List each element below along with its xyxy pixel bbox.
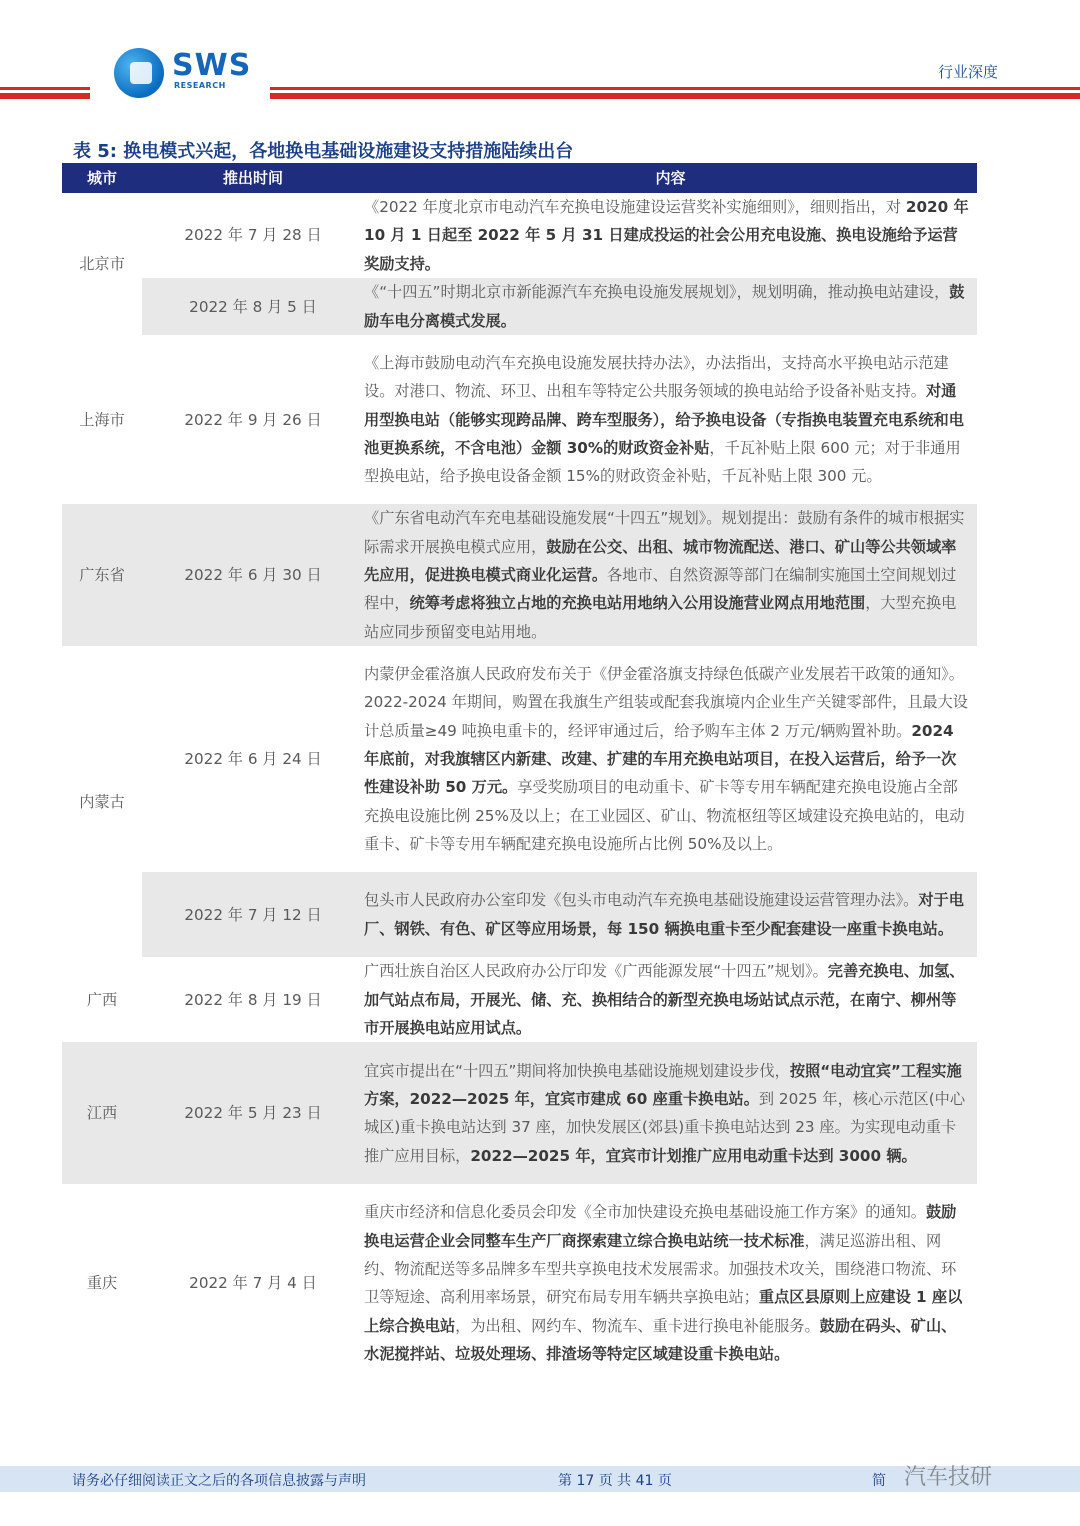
table-row xyxy=(62,1042,977,1184)
date-cell: 2022 年 7 月 12 日 xyxy=(142,872,364,957)
city-cell: 上海市 xyxy=(79,410,125,429)
column-header-content: 内容 xyxy=(364,163,977,193)
date-cell: 2022 年 5 月 23 日 xyxy=(184,1104,322,1123)
content-cell: 《“十四五”时期北京市新能源汽车充换电设施发展规划》，规划明确，推动换电站建设，鼓励车电分离模式发展。 xyxy=(364,278,977,335)
header-rule-left xyxy=(0,87,90,90)
date-cell: 2022 年 8 月 5 日 xyxy=(142,278,364,335)
table-title: 表 5: 换电模式兴起，各地换电基础设施建设支持措施陆续出台 xyxy=(73,141,574,162)
date-cell: 2022 年 6 月 30 日 xyxy=(184,566,322,585)
logo-text: SWS xyxy=(172,48,252,83)
header-rule-right-thick xyxy=(270,93,1080,99)
header-rule-left-thick xyxy=(0,93,90,99)
table-row xyxy=(62,872,977,957)
report-type-label: 行业深度 xyxy=(937,63,998,81)
page-header xyxy=(0,0,1080,110)
policy-table xyxy=(62,163,977,1382)
page-number: 第 17 页 共 41 页 xyxy=(558,1473,672,1489)
city-cell: 重庆 xyxy=(86,1274,118,1293)
date-cell: 2022 年 7 月 4 日 xyxy=(189,1274,317,1293)
column-header-city: 城市 xyxy=(62,163,142,193)
logo-subtext: RESEARCH xyxy=(174,81,226,90)
date-cell: 2022 年 9 月 26 日 xyxy=(184,410,322,429)
table-row xyxy=(62,193,977,278)
footer-right-text: 简 xyxy=(872,1473,886,1489)
city-cell: 北京市 xyxy=(79,254,125,273)
content-cell: 宜宾市提出在“十四五”期间将加快换电基础设施规划建设步伐，按照“电动宜宾”工程实施方案，2022—2025 年，宜宾市建成 60 座重卡换电站。到 2025 年，核心示范区(中心城区)重卡换电站达到 37 座，加快发展区(郊县)重卡换电站达到 23 座。为实现电动重卡推广应用目标，2022—2025 年，宜宾市计划推广应用电动重卡达到 3000 辆。 xyxy=(364,1061,966,1165)
city-cell: 江西 xyxy=(86,1104,118,1123)
city-cell: 广东省 xyxy=(79,566,125,585)
table-header-row xyxy=(62,163,977,193)
column-header-date: 推出时间 xyxy=(142,163,364,193)
watermark: 汽车技研 xyxy=(904,1465,993,1490)
table-row xyxy=(62,278,977,335)
content-cell: 《广东省电动汽车充电基础设施发展“十四五”规划》。规划提出：鼓励有条件的城市根据实际需求开展换电模式应用，鼓励在公交、出租、城市物流配送、港口、矿山等公共领域率先应用，促进换电模式商业化运营。各地市、自然资源等部门在编制实施国土空间规划过程中，统筹考虑将独立占地的充换电站用地纳入公用设施营业网点用地范围，大型充换电站应同步预留变电站用地。 xyxy=(364,509,965,641)
city-cell: 广西 xyxy=(86,990,118,1009)
city-cell: 内蒙古 xyxy=(79,792,125,811)
content-cell: 《上海市鼓励电动汽车充换电设施发展扶持办法》，办法指出，支持高水平换电站示范建设。对港口、物流、环卫、出租车等特定公共服务领域的换电站给予设备补贴支持。对通用型换电站（能够实现跨品牌、跨车型服务），给予换电设备（专指换电装置充电系统和电池更换系统，不含电池）金额 30%的财政资金补贴，千瓦补贴上限 600 元；对于非通用型换电站，给予换电设备金额 15%的财政资金补贴，千瓦补贴上限 300 元。 xyxy=(364,353,964,486)
date-cell: 2022 年 8 月 19 日 xyxy=(184,990,322,1009)
content-cell: 广西壮族自治区人民政府办公厅印发《广西能源发展“十四五”规划》。完善充换电、加氢、加气站点布局，开展光、储、充、换相结合的新型充换电场站试点示范，在南宁、柳州等市开展换电站应用试点。 xyxy=(364,962,965,1038)
table-row xyxy=(62,335,977,504)
date-cell: 2022 年 6 月 24 日 xyxy=(184,750,322,769)
content-cell: 内蒙伊金霍洛旗人民政府发布关于《伊金霍洛旗支持绿色低碳产业发展若干政策的通知》。2022-2024 年期间，购置在我旗生产组装或配套我旗境内企业生产关键零部件，且最大设计总质量≥49 吨换电重卡的，经评审通过后，给予购车主体 2 万元/辆购置补助。2024 年底前，对我旗辖区内新建、改建、扩建的车用充换电站项目，在投入运营后，给予一次性建设补助 50 万元。享受奖励项目的电动重卡、矿卡等专用车辆配建充换电设施占全部充换电设施比例 25%及以上；在工业园区、矿山、物流枢纽等区域建设充换电站的，电动重卡、矿卡等专用车辆配建充换电设施所占比例 50%及以上。 xyxy=(364,664,968,854)
footer-disclaimer: 请务必仔细阅读正文之后的各项信息披露与声明 xyxy=(72,1473,366,1489)
header-rule-right xyxy=(270,87,1080,90)
content-cell: 重庆市经济和信息化委员会印发《全市加快建设充换电基础设施工作方案》的通知。鼓励换电运营企业会同整车生产厂商探索建立综合换电站统一技术标准，满足巡游出租、网约、物流配送等多品牌多车型共享换电技术发展需求。加强技术攻关，围绕港口物流、环卫等短途、高利用率场景，研究布局专用车辆共享换电站；重点区县原则上应建设 1 座以上综合换电站，为出租、网约车、物流车、重卡进行换电补能服务。鼓励在码头、矿山、水泥搅拌站、垃圾处理场、排渣场等特定区域建设重卡换电站。 xyxy=(364,1203,963,1364)
date-cell: 2022 年 7 月 28 日 xyxy=(184,226,322,245)
table-row xyxy=(62,504,977,646)
content-cell: 《2022 年度北京市电动汽车充换电设施建设运营奖补实施细则》，细则指出，对 2020 年 10 月 1 日起至 2022 年 5 月 31 日建成投运的社会公用充电设施、换电设施给予运营奖励支持。 xyxy=(364,198,969,273)
table-row xyxy=(62,957,977,1042)
sws-logo-icon xyxy=(114,48,164,98)
table-row xyxy=(62,1184,977,1382)
table-row xyxy=(62,646,977,872)
content-cell: 包头市人民政府办公室印发《包头市电动汽车充换电基础设施建设运营管理办法》。对于电厂、钢铁、有色、矿区等应用场景，每 150 辆换电重卡至少配套建设一座重卡换电站。 xyxy=(364,872,977,957)
